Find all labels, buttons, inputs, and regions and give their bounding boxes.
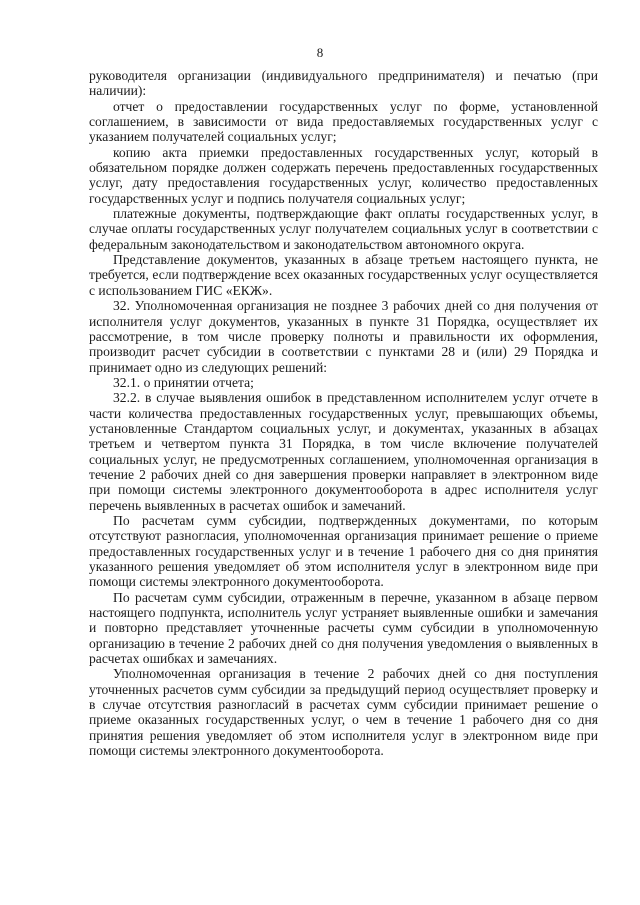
paragraph: 32. Уполномоченная организация не позднее 3 рабочих дней со дня получения от исполнителя услуг документов, указанных в пункте 31 Порядка, осуществляет их рассмотрение, в том числе проверку полноты и правильности их оформления, производит расчет субсидии в соответствии с пунктами 28 и (или) 29 Порядка и принимает одно из следующих решений: (89, 298, 598, 375)
paragraph: По расчетам сумм субсидии, подтвержденных документами, по которым отсутствуют разногласия, уполномоченная организация принимает решение о приеме предоставленных государственных услуг и в течение 1 рабочего дня со дня принятия указанного решения уведомляет об этом исполнителя услуг в электронном виде при помощи системы электронного документооборота. (89, 512, 598, 590)
paragraph: отчет о предоставлении государственных услуг по форме, установленной соглашением, в зависимости от вида предоставляемых государственных услуг с указанием получателей социальных услуг; (89, 98, 598, 145)
paragraph: копию акта приемки предоставленных государственных услуг, который в обязательном порядке должен содержать перечень предоставленных государственных услуг, дату предоставления государственных услуг, количество предоставленных государственных услуг и подпись получателя социальных услуг; (89, 144, 598, 206)
paragraph: По расчетам сумм субсидии, отраженным в перечне, указанном в абзаце первом настоящего подпункта, исполнитель услуг устраняет выявленные ошибки и замечания и повторно представляет уточненные расчеты сумм субсидии в уполномоченную организацию в течение 2 рабочих дней со дня получения уведомления о выявленных в расчетах ошибках и замечаниях. (89, 589, 598, 667)
paragraph: платежные документы, подтверждающие факт оплаты государственных услуг, в случае оплаты государственных услуг получателем социальных услуг в соответствии с федеральным законодательством и законодательством автономного округа. (89, 206, 598, 252)
paragraph: Уполномоченная организация в течение 2 рабочих дней со дня поступления уточненных расчетов сумм субсидии за предыдущий период осуществляет проверку и в случае отсутствия разногласий в расчетах сумм субсидии принимает решение о приеме оказанных государственных услуг, о чем в течение 1 рабочего дня со дня принятия решения уведомляет об этом исполнителя услуг в электронном виде при помощи системы электронного документооборота. (89, 666, 598, 759)
paragraph: руководителя организации (индивидуального предпринимателя) и печатью (при наличии): (89, 68, 598, 99)
page-number: 8 (316, 45, 324, 60)
paragraph: Представление документов, указанных в абзаце третьем настоящего пункта, не требуется, если подтверждение всех оказанных государственных услуг осуществляется с использованием ГИС «ЕКЖ». (89, 252, 598, 298)
paragraph: 32.1. о принятии отчета; (113, 374, 254, 390)
paragraph: 32.2. в случае выявления ошибок в представленном исполнителем услуг отчете в части количества предоставленных государственных услуг, превышающих объемы, установленные Стандартом социальных услуг, и документах, указанных в абзацах третьем и четвертом пункта 31 Порядка, в том числе включение получателей социальных услуг, не предусмотренных соглашением, уполномоченная организация в течение 2 рабочих дней со дня завершения проверки направляет в электронном виде при помощи системы электронного документооборота в адрес исполнителя услуг перечень выявленных в расчетах ошибок и замечаний. (89, 390, 598, 513)
body-text (89, 68, 598, 758)
